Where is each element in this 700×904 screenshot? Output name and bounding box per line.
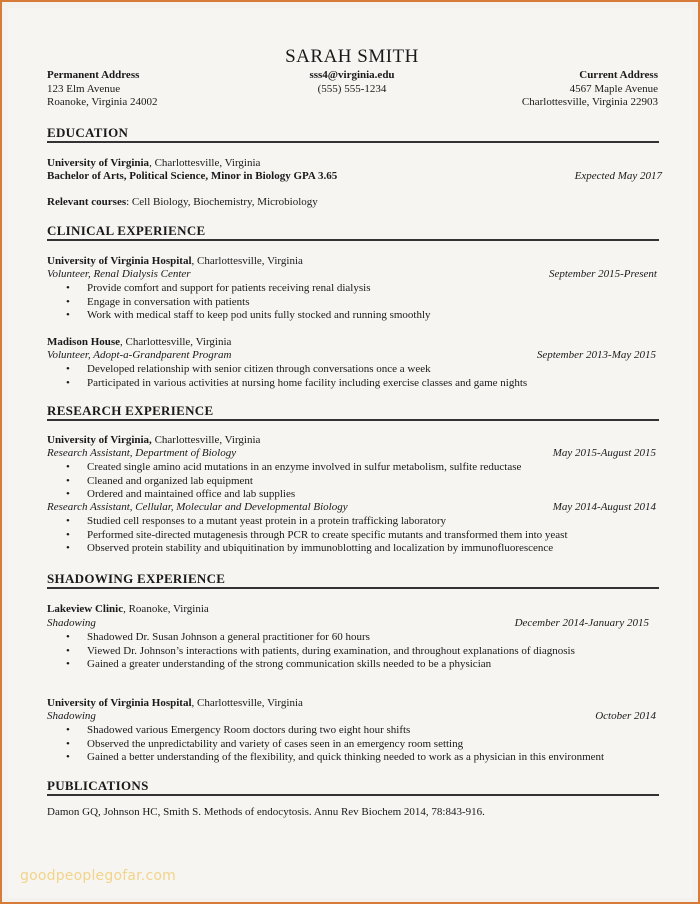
shadowing-rule bbox=[47, 587, 659, 589]
clinical-entry-1-org: University of Virginia Hospital bbox=[47, 255, 192, 267]
research-org: University of Virginia, bbox=[47, 434, 152, 446]
shadowing-entry-2-org: University of Virginia Hospital bbox=[47, 697, 192, 709]
education-courses: : Cell Biology, Biochemistry, Microbiology bbox=[126, 196, 318, 208]
email: sss4@virginia.edu bbox=[309, 69, 395, 81]
list-item: • Shadowed various Emergency Room doctors during two eight hour shifts bbox=[47, 724, 604, 738]
shadowing-entry-1-location: , Roanoke, Virginia bbox=[123, 603, 209, 615]
clinical-entry-1-location: , Charlottesville, Virginia bbox=[191, 255, 303, 267]
research-role-1: Research Assistant, Department of Biology bbox=[47, 447, 237, 459]
current-address-line2: Charlottesville, Virginia 22903 bbox=[521, 96, 658, 108]
shadowing-entry-1-dates: December 2014-January 2015 bbox=[514, 617, 649, 629]
list-item: • Gained a better understanding of the flexibility, and quick thinking needed to work as a physician in this environment bbox=[47, 751, 604, 765]
clinical-entry-2-location: , Charlottesville, Virginia bbox=[120, 336, 232, 348]
research-role-2-bullets bbox=[47, 515, 568, 556]
list-item: • Gained a greater understanding of the strong communication skills needed to be a physician bbox=[47, 658, 575, 672]
education-school: University of Virginia bbox=[47, 157, 150, 169]
shadowing-entry-1-role: Shadowing bbox=[47, 617, 96, 629]
clinical-entry-1-org-line bbox=[47, 255, 303, 268]
research-rule bbox=[47, 419, 659, 421]
education-location: , Charlottesville, Virginia bbox=[149, 157, 261, 169]
shadowing-entry-2-org-line bbox=[47, 697, 303, 710]
list-item: • Developed relationship with senior citizen through conversations once a week bbox=[47, 363, 527, 377]
clinical-entry-1-role: Volunteer, Renal Dialysis Center bbox=[47, 268, 191, 280]
research-heading: RESEARCH EXPERIENCE bbox=[47, 403, 214, 418]
list-item: • Viewed Dr. Johnson’s interactions with patients, during examination, and throughout explanations of diagnosis bbox=[47, 645, 575, 659]
candidate-name: SARAH SMITH bbox=[285, 46, 419, 67]
list-item: • Created single amino acid mutations in an enzyme involved in sulfur metabolism, sulfite reductase bbox=[47, 461, 521, 475]
research-role-1-bullets bbox=[47, 461, 521, 502]
shadowing-entry-2-role: Shadowing bbox=[47, 710, 96, 722]
education-heading: EDUCATION bbox=[47, 125, 129, 140]
permanent-address-line1: 123 Elm Avenue bbox=[47, 83, 121, 95]
shadowing-entry-2-location: , Charlottesville, Virginia bbox=[191, 697, 303, 709]
research-org-line bbox=[47, 434, 260, 447]
research-location: Charlottesville, Virginia bbox=[151, 434, 261, 446]
clinical-entry-2-org: Madison House bbox=[47, 336, 121, 348]
clinical-entry-2-bullets bbox=[47, 363, 527, 390]
watermark: goodpeoplegofar.com bbox=[20, 868, 176, 884]
clinical-entry-2-dates: September 2013-May 2015 bbox=[536, 349, 656, 361]
list-item: • Engage in conversation with patients bbox=[47, 296, 431, 310]
research-role-1-dates: May 2015-August 2015 bbox=[552, 447, 656, 459]
education-degree: Bachelor of Arts, Political Science, Minor in Biology GPA 3.65 bbox=[47, 170, 338, 182]
list-item: • Work with medical staff to keep pod units fully stocked and running smoothly bbox=[47, 309, 431, 323]
shadowing-entry-1-org-line bbox=[47, 603, 209, 616]
shadowing-entry-1-bullets bbox=[47, 631, 575, 672]
shadowing-entry-2-dates: October 2014 bbox=[595, 710, 656, 722]
publications-heading: PUBLICATIONS bbox=[47, 778, 149, 793]
list-item: • Participated in various activities at nursing home facility including exercise classes and game nights bbox=[47, 377, 527, 391]
permanent-address-label: Permanent Address bbox=[47, 69, 140, 81]
list-item: • Cleaned and organized lab equipment bbox=[47, 475, 521, 489]
research-role-2-dates: May 2014-August 2014 bbox=[552, 501, 656, 513]
current-address-label: Current Address bbox=[579, 69, 658, 81]
shadowing-heading: SHADOWING EXPERIENCE bbox=[47, 571, 226, 586]
list-item: • Observed the unpredictability and variety of cases seen in an emergency room setting bbox=[47, 738, 604, 752]
education-rule bbox=[47, 141, 659, 143]
shadowing-entry-1-org: Lakeview Clinic bbox=[47, 603, 124, 615]
publication-citation: Damon GQ, Johnson HC, Smith S. Methods of endocytosis. Annu Rev Biochem 2014, 78:843-916. bbox=[47, 806, 485, 818]
current-address-line1: 4567 Maple Avenue bbox=[569, 83, 658, 95]
phone: (555) 555-1234 bbox=[317, 83, 387, 95]
education-school-line bbox=[47, 157, 260, 170]
list-item: • Performed site-directed mutagenesis through PCR to create specific mutants and transformed them into yeast bbox=[47, 529, 568, 543]
clinical-heading: CLINICAL EXPERIENCE bbox=[47, 223, 206, 238]
list-item: • Observed protein stability and ubiquitination by immunoblotting and localization by immunofluorescence bbox=[47, 542, 568, 556]
clinical-entry-2-role: Volunteer, Adopt-a-Grandparent Program bbox=[47, 349, 232, 361]
education-expected: Expected May 2017 bbox=[574, 170, 662, 182]
clinical-entry-2-org-line bbox=[47, 336, 231, 349]
clinical-rule bbox=[47, 239, 659, 241]
list-item: • Shadowed Dr. Susan Johnson a general practitioner for 60 hours bbox=[47, 631, 575, 645]
clinical-entry-1-bullets bbox=[47, 282, 431, 323]
clinical-entry-1-dates: September 2015-Present bbox=[548, 268, 657, 280]
education-courses-line bbox=[47, 196, 318, 209]
shadowing-entry-2-bullets bbox=[47, 724, 604, 765]
publications-rule bbox=[47, 794, 659, 796]
research-role-2: Research Assistant, Cellular, Molecular and Developmental Biology bbox=[47, 501, 348, 513]
education-courses-label: Relevant courses bbox=[47, 196, 127, 208]
list-item: • Ordered and maintained office and lab supplies bbox=[47, 488, 521, 502]
permanent-address-line2: Roanoke, Virginia 24002 bbox=[47, 96, 158, 108]
list-item: • Studied cell responses to a mutant yeast protein in a protein trafficking laboratory bbox=[47, 515, 568, 529]
list-item: • Provide comfort and support for patients receiving renal dialysis bbox=[47, 282, 431, 296]
